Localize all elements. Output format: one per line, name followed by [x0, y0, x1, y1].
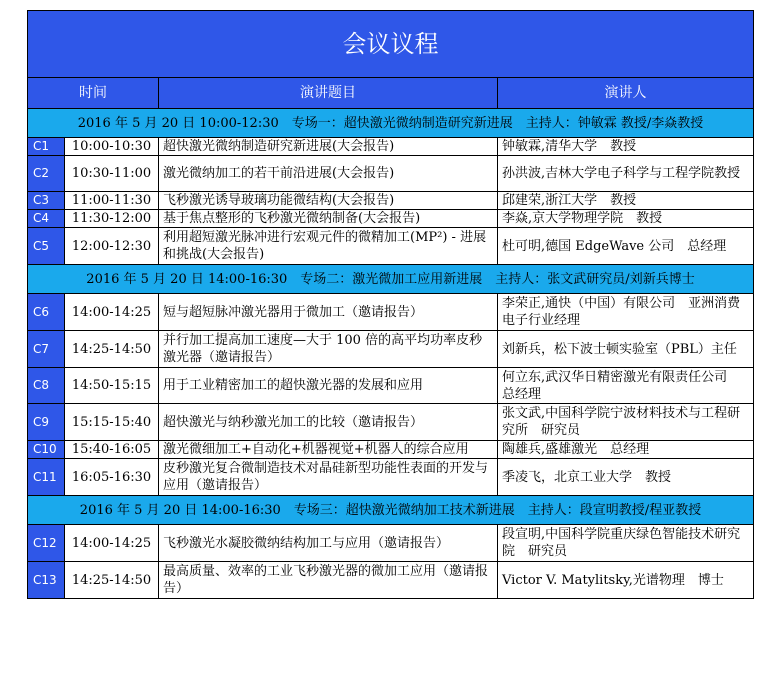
- table-row: [28, 331, 754, 368]
- time-slot: 11:00-11:30: [65, 192, 159, 210]
- table-row: [28, 441, 754, 459]
- speaker-info: 邱建荣,浙江大学 教授: [498, 192, 754, 210]
- talk-topic: 飞秒激光诱导玻璃功能微结构(大会报告): [159, 192, 498, 210]
- talk-topic: 利用超短激光脉冲进行宏观元件的微精加工(MP²) - 进展和挑战(大会报告): [159, 228, 498, 265]
- session-code: C1: [28, 138, 65, 156]
- speaker-info: Victor V. Matylitsky,光谱物理 博士: [498, 562, 754, 599]
- time-slot: 14:00-14:25: [65, 294, 159, 331]
- talk-topic: 基于焦点整形的飞秒激光微纳制备(大会报告): [159, 210, 498, 228]
- time-slot: 10:00-10:30: [65, 138, 159, 156]
- table-row: [28, 404, 754, 441]
- session-code: C3: [28, 192, 65, 210]
- talk-topic: 激光微细加工+自动化+机器视觉+机器人的综合应用: [159, 441, 498, 459]
- speaker-info: 段宣明,中国科学院重庆绿色智能技术研究院 研究员: [498, 525, 754, 562]
- session-header: [28, 265, 754, 294]
- agenda-document: [27, 10, 753, 599]
- speaker-info: 季凌飞，北京工业大学 教授: [498, 459, 754, 496]
- page-title: 会议议程: [28, 11, 754, 78]
- session-code: C7: [28, 331, 65, 368]
- time-slot: 16:05-16:30: [65, 459, 159, 496]
- session-code: C9: [28, 404, 65, 441]
- header-speaker: 演讲人: [498, 78, 754, 109]
- table-row: [28, 192, 754, 210]
- session-code: C13: [28, 562, 65, 599]
- time-slot: 14:50-15:15: [65, 368, 159, 404]
- table-row: [28, 525, 754, 562]
- speaker-info: 张文武,中国科学院宁波材料技术与工程研究所 研究员: [498, 404, 754, 441]
- table-row: [28, 156, 754, 192]
- table-row: [28, 368, 754, 404]
- talk-topic: 超快激光与纳秒激光加工的比较（邀请报告）: [159, 404, 498, 441]
- session-code: C2: [28, 156, 65, 192]
- session-heading: 2016 年 5 月 20 日 10:00-12:30 专场一：超快激光微纳制造研究新进展 主持人：钟敏霖 教授/李焱教授: [28, 109, 754, 138]
- talk-topic: 短与超短脉冲激光器用于微加工（邀请报告）: [159, 294, 498, 331]
- table-row: [28, 294, 754, 331]
- talk-topic: 最高质量、效率的工业飞秒激光器的微加工应用（邀请报告）: [159, 562, 498, 599]
- header-topic: 演讲题目: [159, 78, 498, 109]
- speaker-info: 何立东,武汉华日精密激光有限责任公司 总经理: [498, 368, 754, 404]
- talk-topic: 激光微纳加工的若干前沿进展(大会报告): [159, 156, 498, 192]
- session-heading: 2016 年 5 月 20 日 14:00-16:30 专场二：激光微加工应用新进展 主持人：张文武研究员/刘新兵博士: [28, 265, 754, 294]
- table-row: [28, 138, 754, 156]
- time-slot: 10:30-11:00: [65, 156, 159, 192]
- talk-topic: 皮秒激光复合微制造技术对晶硅新型功能性表面的开发与应用（邀请报告）: [159, 459, 498, 496]
- time-slot: 12:00-12:30: [65, 228, 159, 265]
- time-slot: 14:25-14:50: [65, 562, 159, 599]
- header-row: [28, 78, 754, 109]
- session-code: C11: [28, 459, 65, 496]
- time-slot: 15:15-15:40: [65, 404, 159, 441]
- header-time: 时间: [28, 78, 159, 109]
- session-heading: 2016 年 5 月 20 日 14:00-16:30 专场三：超快激光微纳加工技术新进展 主持人：段宣明教授/程亚教授: [28, 496, 754, 525]
- talk-topic: 超快激光微纳制造研究新进展(大会报告): [159, 138, 498, 156]
- session-code: C4: [28, 210, 65, 228]
- session-header: [28, 496, 754, 525]
- session-code: C12: [28, 525, 65, 562]
- table-row: [28, 228, 754, 265]
- time-slot: 14:00-14:25: [65, 525, 159, 562]
- table-row: [28, 562, 754, 599]
- speaker-info: 钟敏霖,清华大学 教授: [498, 138, 754, 156]
- time-slot: 15:40-16:05: [65, 441, 159, 459]
- session-code: C6: [28, 294, 65, 331]
- speaker-info: 刘新兵，松下波士顿实验室（PBL）主任: [498, 331, 754, 368]
- session-header: [28, 109, 754, 138]
- talk-topic: 并行加工提高加工速度—大于 100 倍的高平均功率皮秒激光器（邀请报告）: [159, 331, 498, 368]
- table-row: [28, 459, 754, 496]
- talk-topic: 飞秒激光水凝胶微纳结构加工与应用（邀请报告）: [159, 525, 498, 562]
- time-slot: 14:25-14:50: [65, 331, 159, 368]
- speaker-info: 李荣正,通快（中国）有限公司 亚洲消费电子行业经理: [498, 294, 754, 331]
- agenda-table: [27, 10, 754, 599]
- talk-topic: 用于工业精密加工的超快激光器的发展和应用: [159, 368, 498, 404]
- session-code: C10: [28, 441, 65, 459]
- speaker-info: 李焱,京大学物理学院 教授: [498, 210, 754, 228]
- speaker-info: 陶雄兵,盛雄激光 总经理: [498, 441, 754, 459]
- time-slot: 11:30-12:00: [65, 210, 159, 228]
- speaker-info: 孙洪波,吉林大学电子科学与工程学院教授: [498, 156, 754, 192]
- session-code: C8: [28, 368, 65, 404]
- table-row: [28, 210, 754, 228]
- speaker-info: 杜可明,德国 EdgeWave 公司 总经理: [498, 228, 754, 265]
- session-code: C5: [28, 228, 65, 265]
